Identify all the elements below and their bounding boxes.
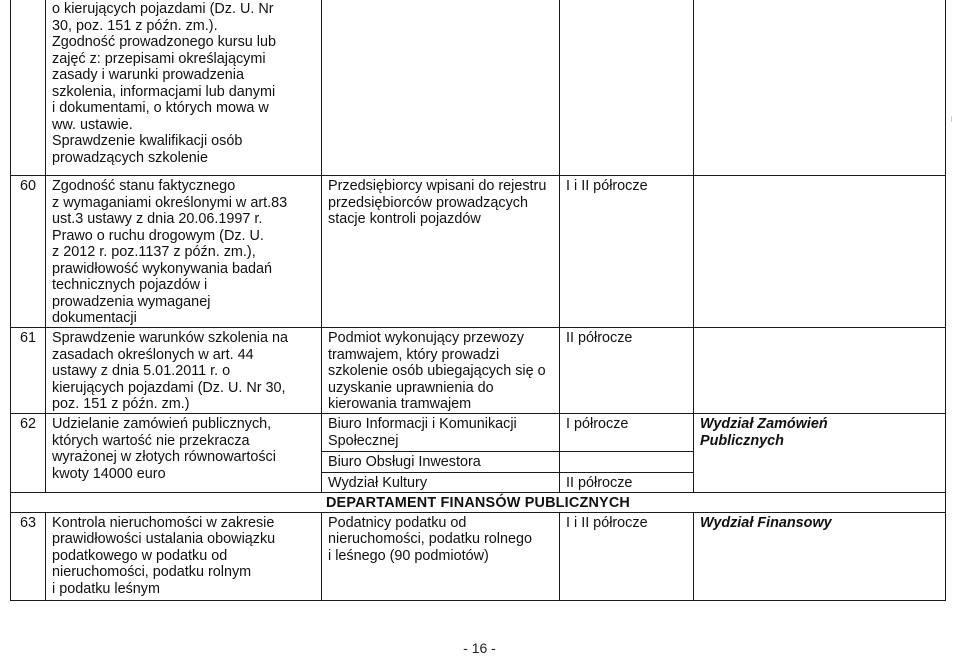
inspected-entities (322, 414, 560, 493)
responsible-unit: Wydział Zamówień Publicznych (694, 414, 946, 493)
row-number: 61 (11, 328, 46, 414)
inspected-entities (322, 0, 560, 176)
row-number: 60 (11, 176, 46, 328)
inspection-scope: Udzielanie zamówień publicznych, których wartość nie przekracza wyrażonej w złotych równowartości kwoty 14000 euro (46, 414, 322, 493)
row-number: 62 (11, 414, 46, 493)
row-number (11, 0, 46, 176)
inspection-period-item: II półrocze (560, 472, 693, 492)
inspection-period-item (560, 451, 693, 471)
row-number: 63 (11, 512, 46, 600)
inspection-scope: o kierujących pojazdami (Dz. U. Nr 30, poz. 151 z późn. zm.). Zgodność prowadzonego kursu lub zajęć z: przepisami określającymi zasady i warunki prowadzenia szkolenia, informacjami lub danymi i dokumentami, o których mowa w ww. ustawie. Sprawdzenie kwalifikacji osób prowadzących szkolenie (46, 0, 322, 176)
department-header: DEPARTAMENT FINANSÓW PUBLICZNYCH (11, 493, 946, 513)
inspected-entities: Przedsiębiorcy wpisani do rejestru przedsiębiorców prowadzących stacje kontroli pojazdów (322, 176, 560, 328)
table-row (11, 176, 946, 328)
inspection-period: I i II półrocze (560, 176, 694, 328)
table-row (11, 0, 946, 176)
responsible-unit (694, 328, 946, 414)
inspection-period (560, 414, 694, 493)
responsible-unit: Wydział Finansowy (694, 512, 946, 600)
table-row (11, 414, 946, 493)
responsible-unit (694, 0, 946, 176)
margin-mark (951, 116, 952, 122)
inspected-entity: Wydział Kultury (322, 472, 559, 492)
table-row (11, 512, 946, 600)
responsible-unit (694, 176, 946, 328)
page-number: - 16 - (463, 640, 496, 656)
inspection-period: II półrocze (560, 328, 694, 414)
inspected-entity: Biuro Obsługi Inwestora (322, 451, 559, 471)
table-row (11, 328, 946, 414)
inspection-scope: Zgodność stanu faktycznego z wymaganiami określonymi w art.83 ust.3 ustawy z dnia 20.06.1997 r. Prawo o ruchu drogowym (Dz. U. z 2012 r. poz.1137 z późn. zm.), prawidłowość wykonywania badań technicznych pojazdów i prowadzenia wymaganej dokumentacji (46, 176, 322, 328)
inspected-entity: Biuro Informacji i Komunikacji Społecznej (328, 416, 517, 449)
inspected-entities: Podatnicy podatku od nieruchomości, podatku rolnego i leśnego (90 podmiotów) (322, 512, 560, 600)
inspected-entities: Podmiot wykonujący przewozy tramwajem, który prowadzi szkolenie osób ubiegających się o uzyskanie uprawnienia do kierowania tramwajem (322, 328, 560, 414)
inspection-scope: Kontrola nieruchomości w zakresie prawidłowości ustalania obowiązku podatkowego w podatku od nieruchomości, podatku rolnym i podatku leśnym (46, 512, 322, 600)
inspection-period (560, 0, 694, 176)
inspection-period: I i II półrocze (560, 512, 694, 600)
inspection-period-item: I półrocze (566, 416, 629, 432)
inspection-plan-table (10, 0, 946, 601)
inspection-scope: Sprawdzenie warunków szkolenia na zasadach określonych w art. 44 ustawy z dnia 5.01.2011 r. o kierujących pojazdami (Dz. U. Nr 30, poz. 151 z późn. zm.) (46, 328, 322, 414)
department-header-row (11, 493, 946, 513)
